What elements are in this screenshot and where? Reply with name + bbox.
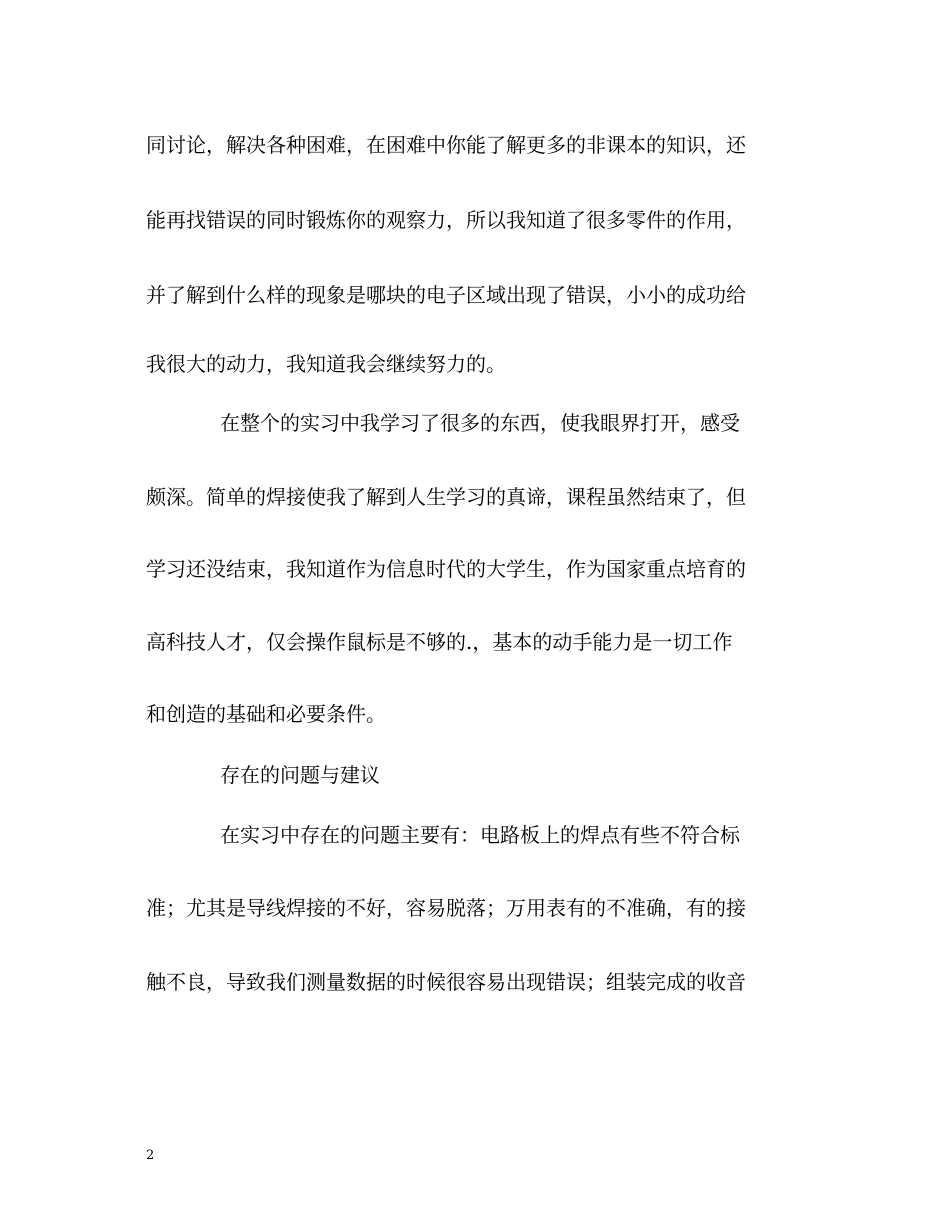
paragraph-line: 颇深。简单的焊接使我了解到人生学习的真谛，课程虽然结束了，但 <box>146 485 746 509</box>
paragraph-line: 在整个的实习中我学习了很多的东西，使我眼界打开，感受 <box>220 411 740 435</box>
paragraph-line: 并了解到什么样的现象是哪块的电子区域出现了错误，小小的成功给 <box>146 283 746 307</box>
paragraph-line: 和创造的基础和必要条件。 <box>146 702 386 726</box>
section-heading: 存在的问题与建议 <box>220 763 380 787</box>
paragraph-line: 高科技人才，仅会操作鼠标是不够的.，基本的动手能力是一切工作 <box>146 630 733 654</box>
paragraph-line: 同讨论，解决各种困难，在困难中你能了解更多的非课本的知识，还 <box>146 133 746 157</box>
paragraph-line: 在实习中存在的问题主要有：电路板上的焊点有些不符合标 <box>220 823 740 847</box>
paragraph-line: 触不良，导致我们测量数据的时候很容易出现错误；组装完成的收音 <box>146 970 746 994</box>
page-number: 2 <box>146 1148 155 1163</box>
paragraph-line: 学习还没结束，我知道作为信息时代的大学生，作为国家重点培育的 <box>146 557 746 581</box>
paragraph-line: 我很大的动力，我知道我会继续努力的。 <box>146 352 506 376</box>
paragraph-line: 准；尤其是导线焊接的不好，容易脱落；万用表有的不准确，有的接 <box>146 896 746 920</box>
paragraph-line: 能再找错误的同时锻炼你的观察力，所以我知道了很多零件的作用， <box>146 208 746 232</box>
